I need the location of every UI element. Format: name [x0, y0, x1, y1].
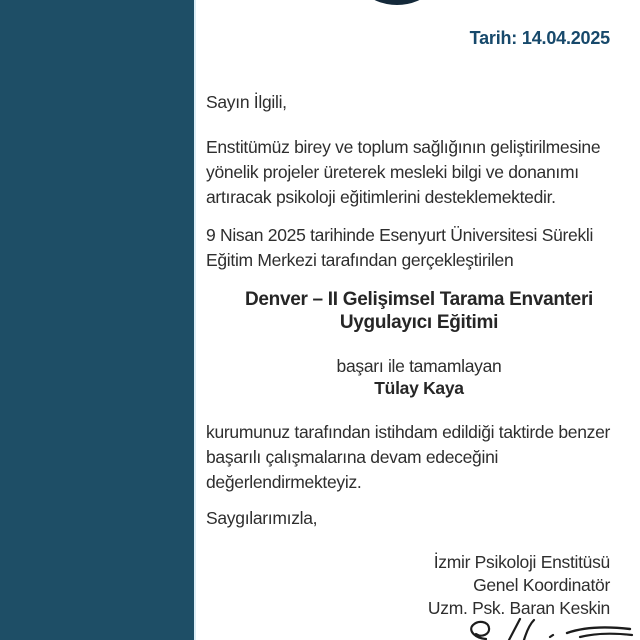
signer-name: Uzm. Psk. Baran Keskin: [427, 598, 610, 618]
salutation: Sayın İlgili,: [206, 92, 287, 112]
paragraph-intro-line: artıracak psikoloji eğitimlerini desteklemektedir.: [206, 187, 556, 207]
paragraph-assessment-line: kurumunuz tarafından istihdam edildiği taktirde benzer: [206, 422, 611, 442]
paragraph-event-line: 9 Nisan 2025 tarihinde Esenyurt Üniversitesi Sürekli: [206, 225, 594, 245]
date-label: Tarih: 14.04.2025: [469, 28, 610, 48]
sidebar-band: [0, 0, 196, 640]
paragraph-intro: [206, 135, 600, 210]
trainee-name: Tülay Kaya: [374, 378, 464, 398]
course-title: [198, 288, 640, 334]
paragraph-intro-line: yönelik projeler üreterek mesleki bilgi ve donanımı: [206, 162, 579, 182]
letter-content: [198, 0, 640, 640]
paragraph-assessment: [206, 420, 610, 495]
signature-image: [434, 616, 634, 640]
signer-block: [428, 551, 610, 620]
signer-role: Genel Koordinatör: [473, 575, 610, 595]
closing-phrase: Saygılarımızla,: [206, 508, 318, 528]
paragraph-event-line: Eğitim Merkezi tarafından gerçekleştirilen: [206, 250, 514, 270]
paragraph-assessment-line: değerlendirmekteyiz.: [206, 472, 362, 492]
completion-phrase: başarı ile tamamlayan: [336, 356, 502, 376]
paragraph-intro-line: Enstitümüz birey ve toplum sağlığının geliştirilmesine: [206, 137, 601, 157]
course-title-line: Denver – II Gelişimsel Tarama Envanteri: [244, 289, 594, 310]
course-title-line: Uygulayıcı Eğitimi: [339, 312, 499, 333]
signer-organization: İzmir Psikoloji Enstitüsü: [433, 552, 610, 572]
paragraph-assessment-line: başarılı çalışmalarına devam edeceğini: [206, 447, 499, 467]
paragraph-event: [206, 223, 593, 273]
